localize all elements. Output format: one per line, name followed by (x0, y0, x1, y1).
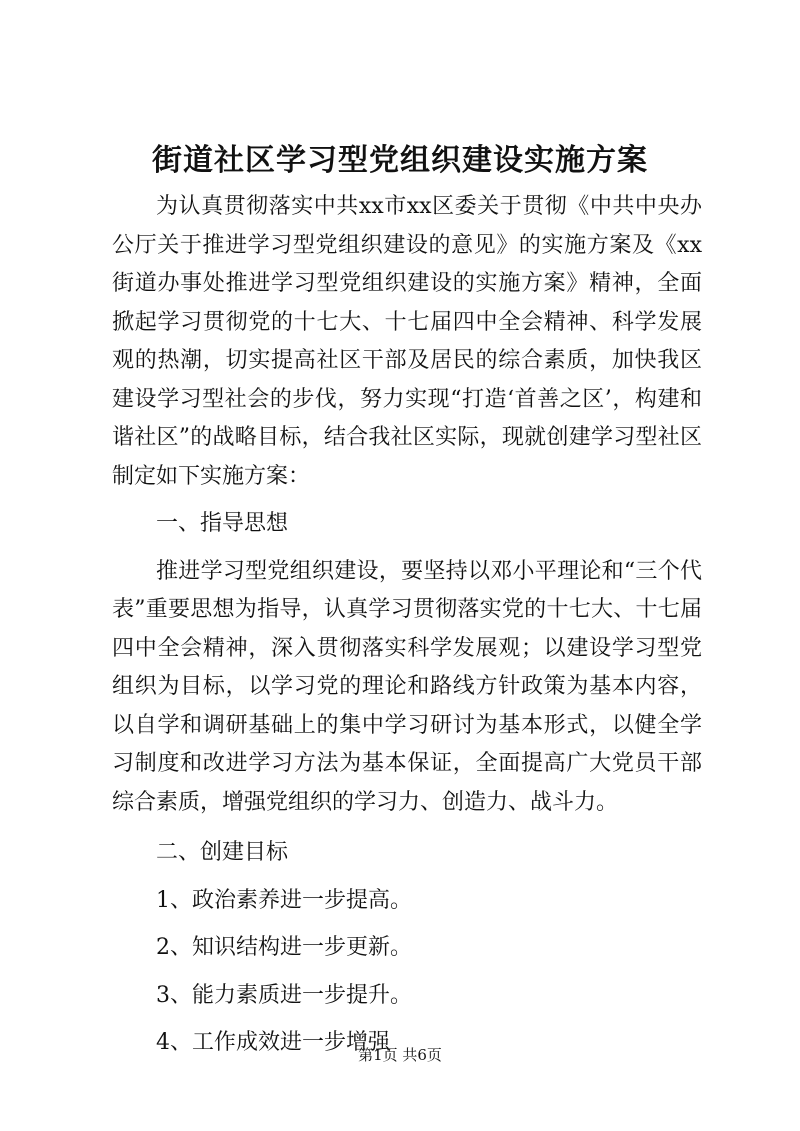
goal-item: 3、能力素质进一步提升。 (156, 982, 412, 1008)
document-body (112, 188, 702, 1063)
goal-item: 1、政治素养进一步提高。 (156, 887, 412, 913)
intro-paragraph: 为认真贯彻落实中共xx市xx区委关于贯彻《中共中央办公厅关于推进学习型党组织建设的意见》的实施方案及《xx街道办事处推进学习型党组织建设的实施方案》精神，全面掀起学习贯彻党的十七大、十七届四中全会精神、科学发展观的热潮，切实提高社区干部及居民的综合素质，加快我区建设学习型社会的步伐，努力实现“打造‘首善之区’，构建和谐社区”的战略目标，结合我社区实际，现就创建学习型社区制定如下实施方案： (112, 194, 702, 489)
guiding-thought-paragraph: 推进学习型党组织建设，要坚持以邓小平理论和“三个代表”重要思想为指导，认真学习贯彻落实党的十七大、十七届四中全会精神，深入贯彻落实科学发展观；以建设学习型党组织为目标，以学习党的理论和路线方针政策为基本内容，以自学和调研基础上的集中学习研讨为基本形式，以健全学习制度和改进学习方法为基本保证，全面提高广大党员干部综合素质，增强党组织的学习力、创造力、战斗力。 (112, 558, 702, 815)
page-indicator: 第1页 共6页 (358, 1046, 442, 1064)
section-heading-guiding-thought: 一、指导思想 (156, 511, 289, 536)
section-heading-goals: 二、创建目标 (156, 840, 289, 865)
document-title: 街道社区学习型党组织建设实施方案 (152, 143, 648, 178)
goal-item: 4、工作成效进一步增强 (156, 1030, 390, 1055)
goal-item: 2、知识结构进一步更新。 (156, 935, 412, 960)
